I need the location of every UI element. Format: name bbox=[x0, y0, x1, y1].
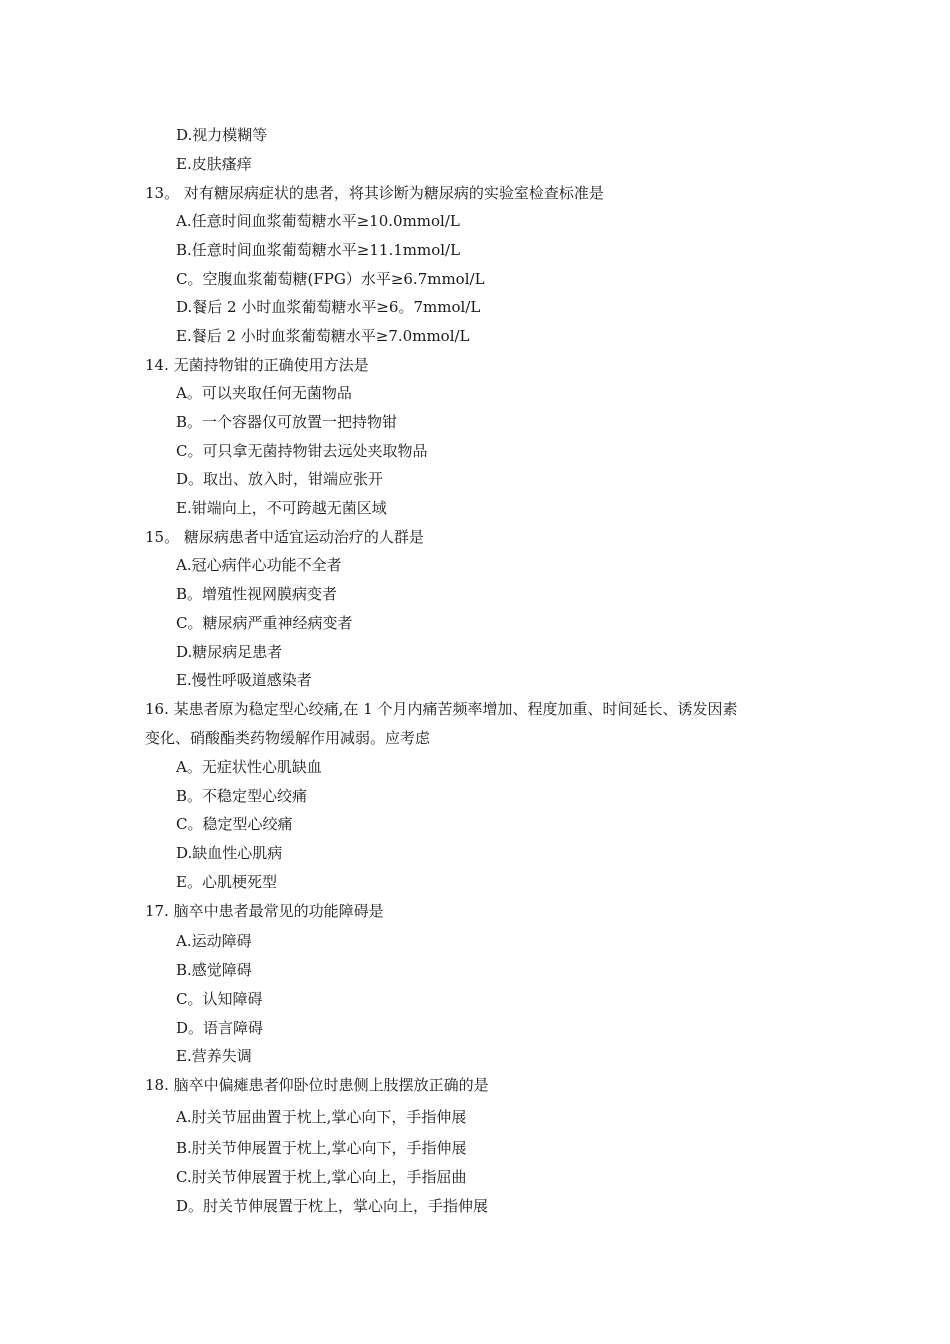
option-14-d: D。取出、放入时，钳端应张开 bbox=[176, 470, 384, 488]
option-15-b: B。增殖性视网膜病变者 bbox=[176, 585, 338, 603]
option-16-d: D.缺血性心肌病 bbox=[176, 844, 283, 862]
option-13-d: D.餐后 2 小时血浆葡萄糖水平≥6。7mmol/L bbox=[176, 298, 481, 316]
option-18-c: C.肘关节伸展置于枕上,掌心向上，手指屈曲 bbox=[176, 1168, 467, 1186]
option-14-c: C。可只拿无菌持物钳去远处夹取物品 bbox=[176, 442, 428, 460]
question-17: 17. 脑卒中患者最常见的功能障碍是 bbox=[145, 902, 384, 920]
option-16-a: A。无症状性心肌缺血 bbox=[176, 758, 322, 776]
option-13-c: C。空腹血浆葡萄糖(FPG）水平≥6.7mmol/L bbox=[176, 270, 485, 288]
option-18-d: D。肘关节伸展置于枕上，掌心向上，手指伸展 bbox=[176, 1197, 489, 1215]
option-17-c: C。认知障碍 bbox=[176, 990, 263, 1008]
question-18: 18. 脑卒中偏瘫患者仰卧位时患侧上肢摆放正确的是 bbox=[145, 1076, 489, 1094]
option-14-a: A。可以夹取任何无菌物品 bbox=[176, 384, 352, 402]
option-12-d: D.视力模糊等 bbox=[176, 126, 268, 144]
option-15-e: E.慢性呼吸道感染者 bbox=[176, 671, 312, 689]
option-12-e: E.皮肤瘙痒 bbox=[176, 155, 252, 173]
question-14: 14. 无菌持物钳的正确使用方法是 bbox=[145, 356, 369, 374]
option-16-c: C。稳定型心绞痛 bbox=[176, 815, 293, 833]
option-15-a: A.冠心病伴心功能不全者 bbox=[176, 556, 342, 574]
option-14-e: E.钳端向上，不可跨越无菌区域 bbox=[176, 499, 387, 517]
option-18-b: B.肘关节伸展置于枕上,掌心向下，手指伸展 bbox=[176, 1139, 467, 1157]
option-17-a: A.运动障碍 bbox=[176, 932, 252, 950]
option-15-d: D.糖尿病足患者 bbox=[176, 643, 283, 661]
option-18-a: A.肘关节屈曲置于枕上,掌心向下，手指伸展 bbox=[176, 1108, 467, 1126]
option-13-e: E.餐后 2 小时血浆葡萄糖水平≥7.0mmol/L bbox=[176, 327, 470, 345]
question-15: 15。 糖尿病患者中适宜运动治疗的人群是 bbox=[145, 528, 424, 546]
option-17-e: E.营养失调 bbox=[176, 1047, 252, 1065]
option-15-c: C。糖尿病严重神经病变者 bbox=[176, 614, 353, 632]
question-16: 16. 某患者原为稳定型心绞痛,在 1 个月内痛苦频率增加、程度加重、时间延长、诱发因素 bbox=[145, 700, 738, 718]
option-17-d: D。语言障碍 bbox=[176, 1019, 264, 1037]
option-16-b: B。不稳定型心绞痛 bbox=[176, 787, 308, 805]
option-17-b: B.感觉障碍 bbox=[176, 961, 252, 979]
option-14-b: B。一个容器仅可放置一把持物钳 bbox=[176, 413, 398, 431]
option-13-b: B.任意时间血浆葡萄糖水平≥11.1mmol/L bbox=[176, 241, 461, 259]
question-16-continued: 变化、硝酸酯类药物缓解作用减弱。应考虑 bbox=[145, 729, 431, 747]
question-13: 13。 对有糖尿病症状的患者，将其诊断为糖尿病的实验室检查标准是 bbox=[145, 184, 604, 202]
option-16-e: E。心肌梗死型 bbox=[176, 873, 277, 891]
option-13-a: A.任意时间血浆葡萄糖水平≥10.0mmol/L bbox=[176, 212, 460, 230]
